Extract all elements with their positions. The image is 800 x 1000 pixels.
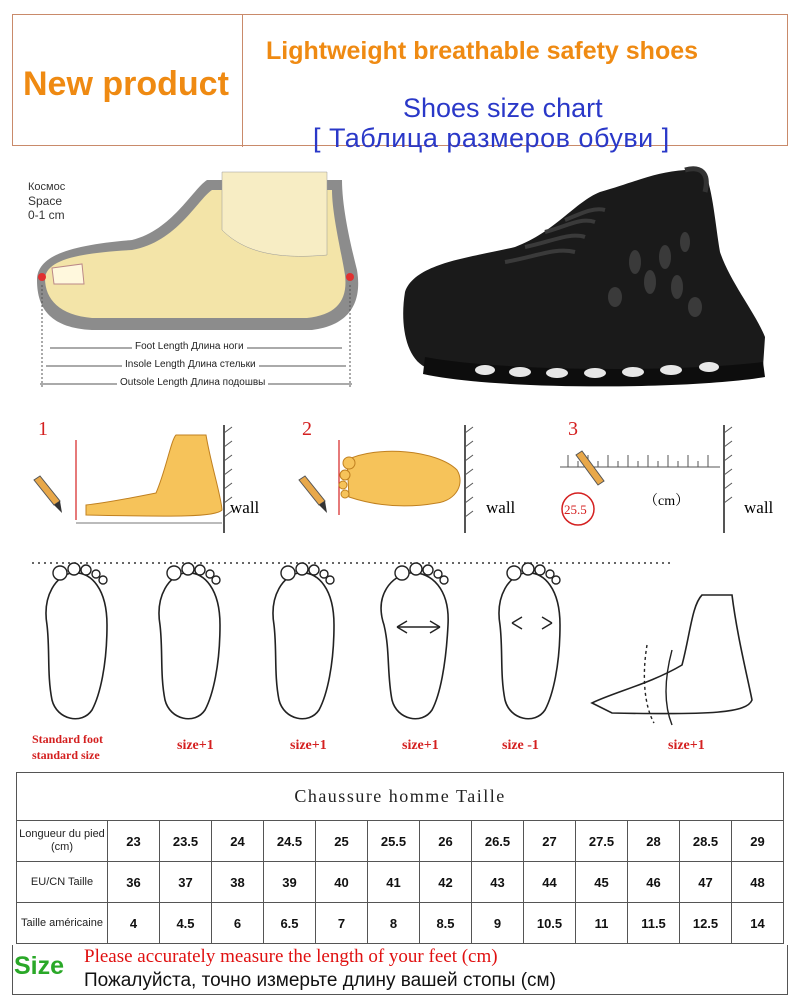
table-cell: 28 (628, 821, 680, 861)
measure-note-ru: Пожалуйста, точно измерьте длину вашей стопы (см) (84, 970, 556, 991)
table-cell: 38 (212, 862, 264, 902)
size-adjust-label: size+1 (177, 738, 214, 753)
table-row (17, 821, 783, 862)
table-body (17, 821, 783, 943)
table-cell: 11.5 (628, 903, 680, 943)
table-cell: 11 (576, 903, 628, 943)
table-cell: 45 (576, 862, 628, 902)
wall-label: wall (744, 498, 774, 517)
outsole-length-label: Outsole Length Длина подошвы (117, 377, 268, 388)
table-cell: 48 (750, 874, 765, 890)
table-cell: 23.5 (160, 821, 212, 861)
table-cell: 24 (212, 821, 264, 861)
size-tag: Size (14, 952, 65, 980)
foot-shapes-illustration (12, 555, 788, 735)
table-cell: 8 (368, 903, 420, 943)
table-cell: 26 (420, 821, 472, 861)
table-cell: 25.5 (368, 821, 420, 861)
header-divider (242, 15, 243, 147)
table-cell: 4 (108, 903, 160, 943)
table-cell: 7 (316, 903, 368, 943)
measure-note-en: Please accurately measure the length of your feet (cm) (84, 946, 498, 967)
table-cell: 29 (750, 833, 765, 849)
table-cell: 10.5 (524, 903, 576, 943)
unit-label: （cm） (644, 494, 690, 509)
standard-foot-line1: Standard foot (32, 732, 104, 746)
step-number: 3 (568, 418, 578, 440)
size-table (16, 772, 784, 944)
table-cell: 37 (160, 862, 212, 902)
table-cell: 12.5 (680, 903, 732, 943)
space-annotation (28, 180, 65, 222)
size-adjust-label: size -1 (502, 738, 539, 753)
size-adjust-label: size+1 (402, 738, 439, 753)
table-cell: 44 (524, 862, 576, 902)
table-cell: 4.5 (160, 903, 212, 943)
table-cell: 23 (108, 821, 160, 861)
insole-length-label: Insole Length Длина стельки (122, 359, 259, 370)
step-number: 1 (38, 418, 48, 440)
measuring-steps (12, 410, 788, 545)
standard-foot-line2: standard size (32, 748, 100, 762)
size-chart-title-en: Shoes size chart (403, 93, 603, 123)
table-cell: 26.5 (472, 821, 524, 861)
table-row (17, 862, 783, 903)
table-cell: 46 (628, 862, 680, 902)
table-cell: 28.5 (680, 821, 732, 861)
foot-length-label: Foot Length Длина ноги (132, 341, 247, 352)
table-cell: 24.5 (264, 821, 316, 861)
table-cell: 27.5 (576, 821, 628, 861)
step-3-illustration (548, 425, 758, 535)
row-header: Longueur du pied (cm) (17, 821, 108, 861)
table-cell: 9 (472, 903, 524, 943)
table-cell: 39 (264, 862, 316, 902)
step-number: 2 (302, 418, 312, 440)
size-adjust-label: size+1 (290, 738, 327, 753)
table-row (17, 903, 783, 943)
space-label-en: Space (28, 194, 63, 208)
standard-foot-label (32, 731, 103, 763)
wall-label: wall (486, 498, 516, 517)
table-cell: 6.5 (264, 903, 316, 943)
table-caption: Chaussure homme Taille (17, 773, 783, 821)
size-chart-title-ru: [ Таблица размеров обуви ] (313, 123, 670, 153)
shoe-illustration (385, 162, 785, 394)
table-cell: 8.5 (420, 903, 472, 943)
row-header: EU/CN Taille (17, 862, 108, 902)
row-header: Taille américaine (17, 903, 108, 943)
table-cell: 41 (368, 862, 420, 902)
size-adjust-label: size+1 (668, 738, 705, 753)
table-cell: 6 (212, 903, 264, 943)
table-cell: 40 (316, 862, 368, 902)
safety-shoe-image (385, 162, 785, 394)
space-label-ru: Космос (28, 181, 66, 193)
wall-label: wall (230, 498, 260, 517)
new-product-badge: New product (23, 65, 229, 103)
header-banner (12, 14, 788, 153)
table-cell: 43 (472, 862, 524, 902)
table-cell: 36 (108, 862, 160, 902)
product-title: Lightweight breathable safety shoes (266, 37, 699, 65)
example-measurement: 25.5 (564, 502, 587, 517)
table-cell: 42 (420, 862, 472, 902)
table-cell: 14 (750, 915, 765, 931)
space-range: 0-1 cm (28, 208, 65, 222)
foot-shape-guide (12, 555, 788, 765)
step-2-illustration (287, 425, 487, 535)
table-cell: 27 (524, 821, 576, 861)
table-cell: 25 (316, 821, 368, 861)
foot-length-diagram (12, 160, 372, 395)
table-cell: 47 (680, 862, 732, 902)
step-1-illustration (26, 425, 246, 535)
